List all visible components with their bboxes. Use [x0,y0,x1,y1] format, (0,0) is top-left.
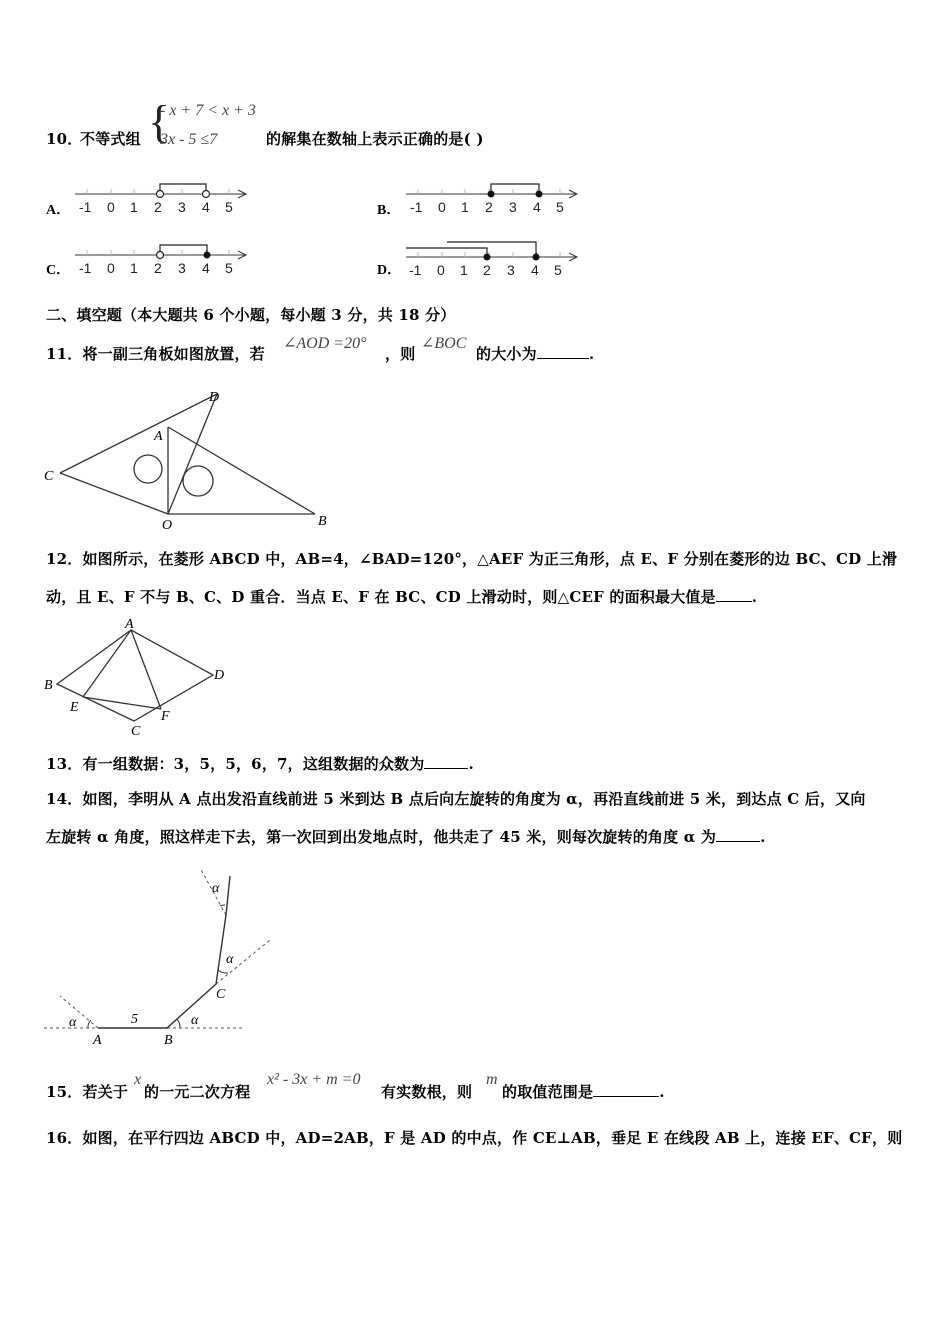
q15-text-1: 若关于 [82,1083,129,1101]
point-label-a: A [154,429,163,444]
q10-inequality-2: 3x - 5 ≤7 [160,131,218,148]
tick-label: 4 [202,260,210,276]
answer-blank [716,587,752,602]
q10-stem-after: 的解集在数轴上表示正确的是( ) [266,130,484,148]
tick-label: -1 [409,262,422,278]
alpha-label: α [191,1013,199,1028]
segment-length-label: 5 [131,1012,138,1027]
q10-option-d-number-line [401,239,591,281]
q11-part3: 的大小为 [476,345,537,363]
q12-line-2-text: 动，且 E、F 不与 B、C、D 重合．当点 E、F 在 BC、CD 上滑动时，则△CEF 的面积最大值是 [46,588,716,606]
system-brace: { [148,96,171,147]
alpha-label: α [226,952,234,967]
q10-option-c-number-line [70,241,260,281]
q15-number: 15． [46,1083,83,1101]
q12-line-2 [46,586,757,607]
tick-label: -1 [79,199,92,215]
point-label-a: A [125,617,134,632]
tick-label: 3 [178,199,186,215]
tick-label: 5 [225,260,233,276]
tick-label: 3 [509,199,517,215]
point-label-c: C [44,469,54,484]
q10-number: 10． [46,130,83,148]
tick-label: 0 [107,199,115,215]
tick-label: 2 [483,262,491,278]
tick-label: 0 [437,262,445,278]
q11-text [46,343,265,364]
q11-number: 11． [46,345,83,363]
tick-label: 2 [154,260,162,276]
q15-end: . [659,1083,665,1101]
alpha-label: α [212,881,220,896]
point-label-c: C [216,987,226,1002]
point-label-e: E [70,700,79,715]
answer-blank [716,827,760,842]
q14-line-2-text: 左旋转 α 角度，照这样走下去，第一次回到出发地点时，他共走了 45 米，则每次旋转的角度 α 为 [46,828,717,846]
tick-label: 3 [178,260,186,276]
answer-blank [593,1082,659,1097]
q13-end: . [468,755,474,773]
q15-part-1 [46,1081,128,1102]
answer-blank [424,754,468,769]
tick-label: 1 [130,260,138,276]
q13-body: 13．有一组数据：3，5，5，6，7，这组数据的众数为 [46,755,425,773]
point-label-o: O [162,518,173,533]
q10-option-b-label: B． [377,203,401,218]
q12-line-1: 12．如图所示，在菱形 ABCD 中，AB=4，∠BAD=120°，△AEF 为正三角形，点 E、F 分别在菱形的边 BC、CD 上滑 [46,550,898,568]
q10-inequality-1: - x + 7 < x + 3 [160,102,256,119]
q15-part-2: 的一元二次方程 [144,1083,251,1101]
answer-blank [537,344,589,359]
tick-label: 4 [202,199,210,215]
tick-label: 4 [531,262,539,278]
q11-part1: 将一副三角板如图放置，若 [82,345,265,363]
q14-line-2 [46,826,766,847]
q15-equation: x² - 3x + m =0 [267,1071,361,1088]
point-label-f: F [161,709,170,724]
q14-line-1: 14．如图，李明从 A 点出发沿直线前进 5 米到达 B 点后向左旋转的角度为 α，再沿直线前进 5 米，到达点 C 后，又向 [46,790,866,808]
tick-label: 0 [107,260,115,276]
tick-label: -1 [79,260,92,276]
tick-label: 1 [461,199,469,215]
q14-end: . [760,828,766,846]
q10-option-c-label: C． [46,263,71,278]
q12-end: . [751,588,758,606]
q11-tail [476,343,594,364]
q11-angle-aod: ∠AOD =20° [283,335,367,352]
tick-label: 1 [130,199,138,215]
q11-part2: ，则 [385,345,416,363]
q11-triangle-figure [40,385,340,535]
q13-text [46,753,474,774]
tick-label: 3 [507,262,515,278]
q14-path-figure [40,858,280,1053]
tick-label: 5 [225,199,233,215]
q15-var-x: x [134,1071,142,1088]
point-label-d: D [209,390,220,405]
q10-option-b-number-line [401,180,591,220]
tick-label: 2 [485,199,493,215]
q10-stem-before: 不等式组 [80,130,141,148]
point-label-b: B [318,514,327,529]
tick-label: 5 [556,199,564,215]
tick-label: 0 [438,199,446,215]
q16-text: 16．如图，在平行四边 ABCD 中，AD=2AB，F 是 AD 的中点，作 CE⊥AB，垂足 E 在线段 AB 上，连接 EF、CF，则 [46,1129,903,1147]
q15-text-4: 的取值范围是 [502,1083,594,1101]
q11-end: . [588,345,595,363]
point-label-c: C [131,724,141,739]
tick-label: -1 [410,199,423,215]
q15-var-m: m [486,1071,498,1088]
point-label-b: B [44,678,53,693]
tick-label: 2 [154,199,162,215]
q15-part-3: 有实数根，则 [381,1083,473,1101]
tick-label: 1 [460,262,468,278]
q10-option-a-label: A． [46,203,71,218]
q12-rhombus-figure [40,615,240,740]
point-label-a: A [93,1033,102,1048]
section-2-title: 二、填空题（本大题共 6 个小题，每小题 3 分，共 18 分） [46,306,456,324]
q15-part-4 [502,1081,665,1102]
point-label-d: D [214,668,225,683]
q10-option-d-label: D． [377,263,402,278]
q11-angle-boc: ∠BOC [421,335,467,352]
point-label-b: B [164,1033,173,1048]
alpha-label: α [69,1015,77,1030]
tick-label: 4 [533,199,541,215]
tick-label: 5 [554,262,562,278]
q10-option-a-number-line [70,180,260,220]
